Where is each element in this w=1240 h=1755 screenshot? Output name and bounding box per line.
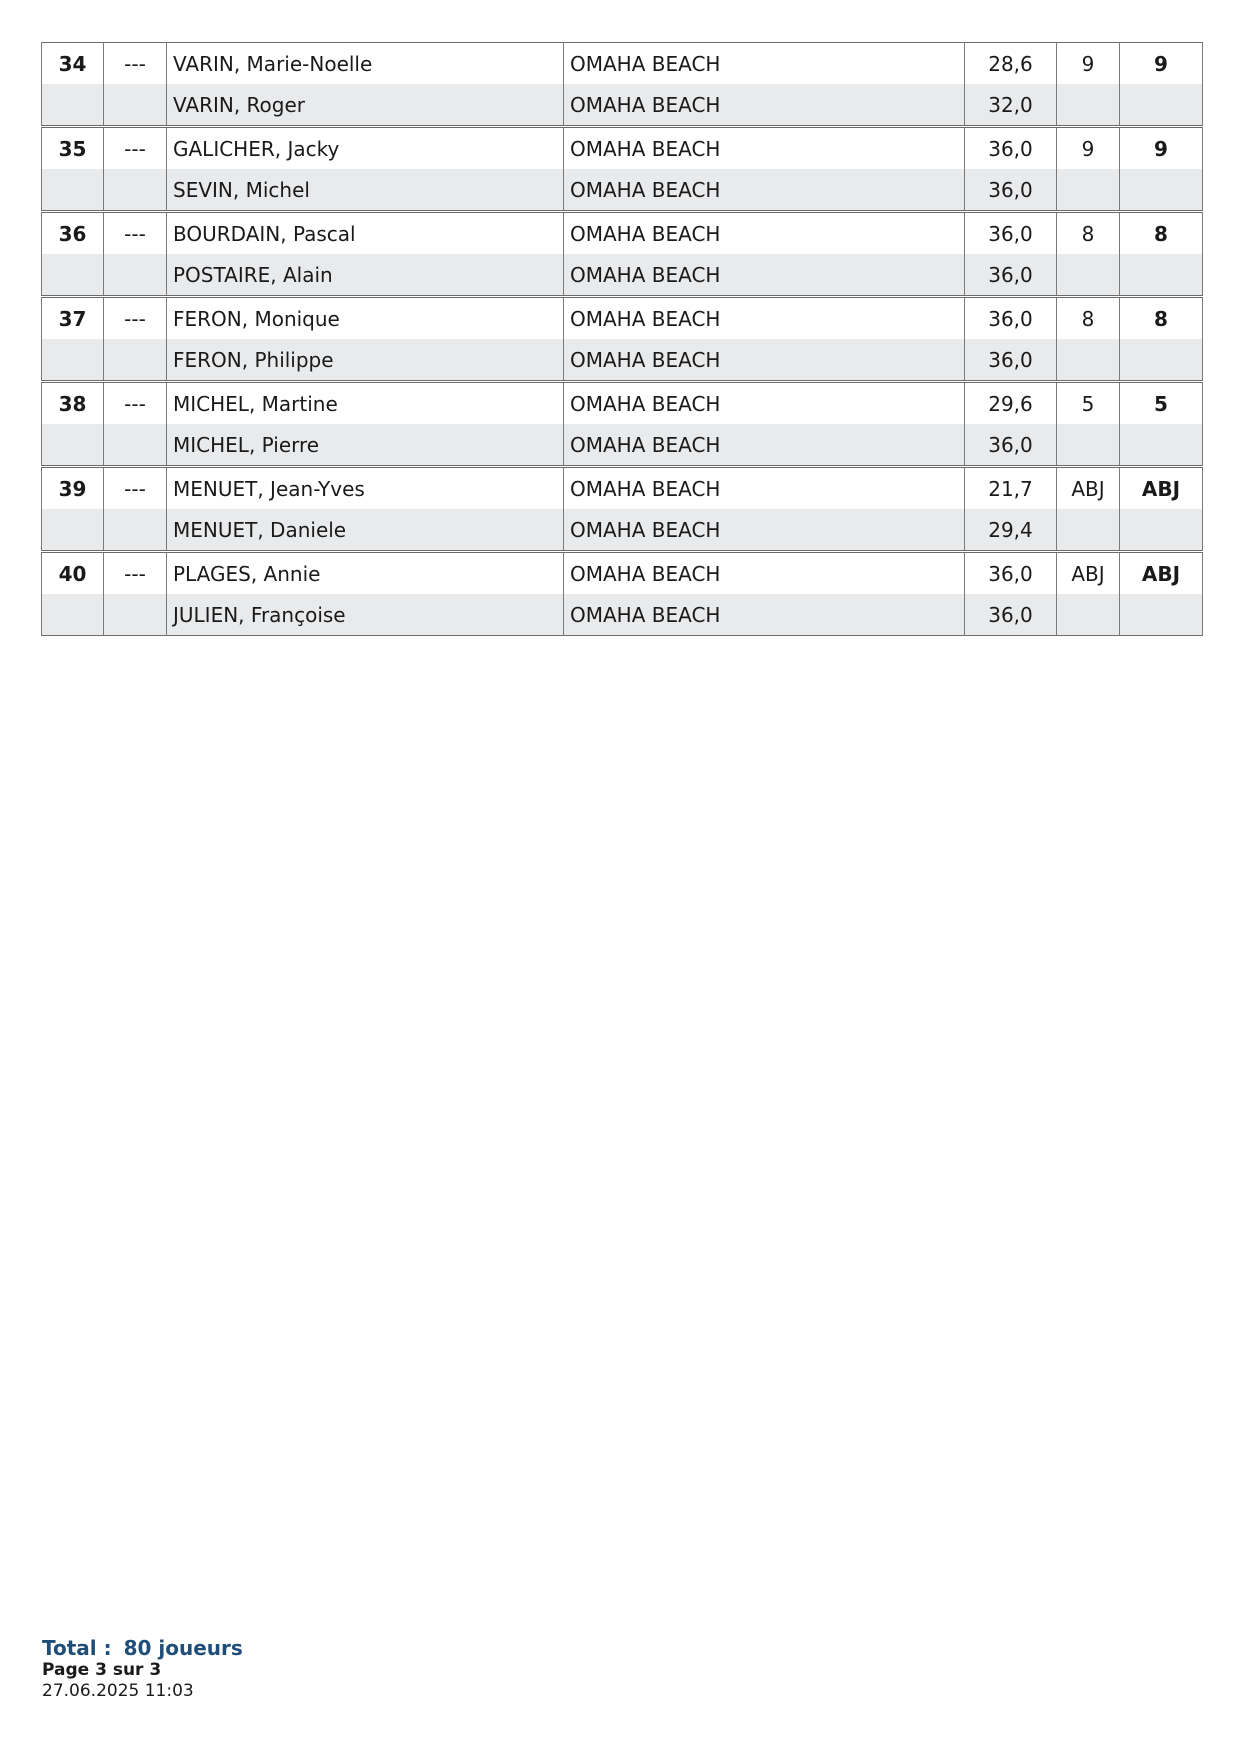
empty-cell bbox=[1120, 509, 1203, 552]
total-cell: ABJ bbox=[1120, 552, 1203, 595]
table-row bbox=[42, 212, 1203, 255]
player-handicap: 36,0 bbox=[965, 254, 1057, 297]
score-cell: 9 bbox=[1057, 43, 1120, 85]
total-cell: 8 bbox=[1120, 212, 1203, 255]
player-name: MENUET, Daniele bbox=[167, 509, 564, 552]
player-handicap: 36,0 bbox=[965, 594, 1057, 636]
empty-cell bbox=[104, 509, 167, 552]
empty-cell bbox=[1120, 594, 1203, 636]
table-row bbox=[42, 467, 1203, 510]
player-club: OMAHA BEACH bbox=[564, 382, 965, 425]
rank-cell: 38 bbox=[42, 382, 104, 425]
player-handicap: 36,0 bbox=[965, 127, 1057, 170]
player-club: OMAHA BEACH bbox=[564, 254, 965, 297]
total-label: Total : bbox=[42, 1636, 112, 1660]
empty-cell bbox=[42, 339, 104, 382]
table-row bbox=[42, 169, 1203, 212]
player-handicap: 36,0 bbox=[965, 297, 1057, 340]
player-name: JULIEN, Françoise bbox=[167, 594, 564, 636]
score-cell: 9 bbox=[1057, 127, 1120, 170]
table-row bbox=[42, 43, 1203, 85]
page-number: Page 3 sur 3 bbox=[42, 1660, 162, 1680]
player-handicap: 36,0 bbox=[965, 424, 1057, 467]
table-row bbox=[42, 297, 1203, 340]
empty-cell bbox=[1057, 509, 1120, 552]
player-handicap: 28,6 bbox=[965, 43, 1057, 85]
score-cell: 8 bbox=[1057, 297, 1120, 340]
empty-cell bbox=[42, 594, 104, 636]
rank-cell: 39 bbox=[42, 467, 104, 510]
player-club: OMAHA BEACH bbox=[564, 509, 965, 552]
player-handicap: 29,4 bbox=[965, 509, 1057, 552]
total-cell: 5 bbox=[1120, 382, 1203, 425]
empty-cell bbox=[42, 254, 104, 297]
rank-cell: 34 bbox=[42, 43, 104, 85]
player-name: VARIN, Marie-Noelle bbox=[167, 43, 564, 85]
team-group bbox=[42, 297, 1203, 382]
player-handicap: 36,0 bbox=[965, 169, 1057, 212]
empty-cell bbox=[42, 84, 104, 127]
empty-cell bbox=[1120, 169, 1203, 212]
score-cell: 8 bbox=[1057, 212, 1120, 255]
total-cell: 9 bbox=[1120, 127, 1203, 170]
status-cell: --- bbox=[104, 43, 167, 85]
player-club: OMAHA BEACH bbox=[564, 169, 965, 212]
table-row bbox=[42, 84, 1203, 127]
table-row bbox=[42, 594, 1203, 636]
empty-cell bbox=[104, 424, 167, 467]
empty-cell bbox=[1057, 424, 1120, 467]
team-group bbox=[42, 382, 1203, 467]
total-value: 80 joueurs bbox=[123, 1636, 243, 1660]
player-name: FERON, Philippe bbox=[167, 339, 564, 382]
status-cell: --- bbox=[104, 467, 167, 510]
player-club: OMAHA BEACH bbox=[564, 212, 965, 255]
empty-cell bbox=[42, 424, 104, 467]
empty-cell bbox=[1057, 84, 1120, 127]
table-row bbox=[42, 254, 1203, 297]
team-group bbox=[42, 127, 1203, 212]
status-cell: --- bbox=[104, 552, 167, 595]
page-footer bbox=[42, 1636, 243, 1702]
player-name: PLAGES, Annie bbox=[167, 552, 564, 595]
empty-cell bbox=[1120, 339, 1203, 382]
player-club: OMAHA BEACH bbox=[564, 424, 965, 467]
empty-cell bbox=[1120, 254, 1203, 297]
score-cell: ABJ bbox=[1057, 552, 1120, 595]
player-name: BOURDAIN, Pascal bbox=[167, 212, 564, 255]
player-name: MICHEL, Pierre bbox=[167, 424, 564, 467]
results-table bbox=[41, 42, 1203, 636]
player-club: OMAHA BEACH bbox=[564, 43, 965, 85]
player-handicap: 21,7 bbox=[965, 467, 1057, 510]
empty-cell bbox=[1057, 169, 1120, 212]
player-name: FERON, Monique bbox=[167, 297, 564, 340]
player-handicap: 29,6 bbox=[965, 382, 1057, 425]
empty-cell bbox=[42, 169, 104, 212]
score-cell: 5 bbox=[1057, 382, 1120, 425]
empty-cell bbox=[1120, 84, 1203, 127]
score-cell: ABJ bbox=[1057, 467, 1120, 510]
total-cell: ABJ bbox=[1120, 467, 1203, 510]
player-handicap: 36,0 bbox=[965, 212, 1057, 255]
status-cell: --- bbox=[104, 127, 167, 170]
player-club: OMAHA BEACH bbox=[564, 127, 965, 170]
print-datetime: 27.06.2025 11:03 bbox=[42, 1681, 194, 1701]
player-name: VARIN, Roger bbox=[167, 84, 564, 127]
rank-cell: 35 bbox=[42, 127, 104, 170]
empty-cell bbox=[1057, 254, 1120, 297]
status-cell: --- bbox=[104, 297, 167, 340]
team-group bbox=[42, 552, 1203, 636]
team-group bbox=[42, 212, 1203, 297]
empty-cell bbox=[104, 594, 167, 636]
team-group bbox=[42, 467, 1203, 552]
table-row bbox=[42, 552, 1203, 595]
total-cell: 8 bbox=[1120, 297, 1203, 340]
player-name: MENUET, Jean-Yves bbox=[167, 467, 564, 510]
table-row bbox=[42, 424, 1203, 467]
table-row bbox=[42, 382, 1203, 425]
table-row bbox=[42, 127, 1203, 170]
player-club: OMAHA BEACH bbox=[564, 84, 965, 127]
player-club: OMAHA BEACH bbox=[564, 552, 965, 595]
rank-cell: 36 bbox=[42, 212, 104, 255]
empty-cell bbox=[42, 509, 104, 552]
player-club: OMAHA BEACH bbox=[564, 339, 965, 382]
empty-cell bbox=[104, 254, 167, 297]
player-name: POSTAIRE, Alain bbox=[167, 254, 564, 297]
status-cell: --- bbox=[104, 382, 167, 425]
empty-cell bbox=[104, 169, 167, 212]
rank-cell: 37 bbox=[42, 297, 104, 340]
player-name: MICHEL, Martine bbox=[167, 382, 564, 425]
player-handicap: 32,0 bbox=[965, 84, 1057, 127]
total-players bbox=[42, 1636, 243, 1660]
player-handicap: 36,0 bbox=[965, 339, 1057, 382]
player-name: SEVIN, Michel bbox=[167, 169, 564, 212]
total-cell: 9 bbox=[1120, 43, 1203, 85]
player-name: GALICHER, Jacky bbox=[167, 127, 564, 170]
team-group bbox=[42, 43, 1203, 127]
empty-cell bbox=[1057, 594, 1120, 636]
table-row bbox=[42, 339, 1203, 382]
player-club: OMAHA BEACH bbox=[564, 467, 965, 510]
empty-cell bbox=[1057, 339, 1120, 382]
empty-cell bbox=[104, 84, 167, 127]
empty-cell bbox=[1120, 424, 1203, 467]
status-cell: --- bbox=[104, 212, 167, 255]
table-row bbox=[42, 509, 1203, 552]
player-handicap: 36,0 bbox=[965, 552, 1057, 595]
rank-cell: 40 bbox=[42, 552, 104, 595]
player-club: OMAHA BEACH bbox=[564, 297, 965, 340]
empty-cell bbox=[104, 339, 167, 382]
player-club: OMAHA BEACH bbox=[564, 594, 965, 636]
